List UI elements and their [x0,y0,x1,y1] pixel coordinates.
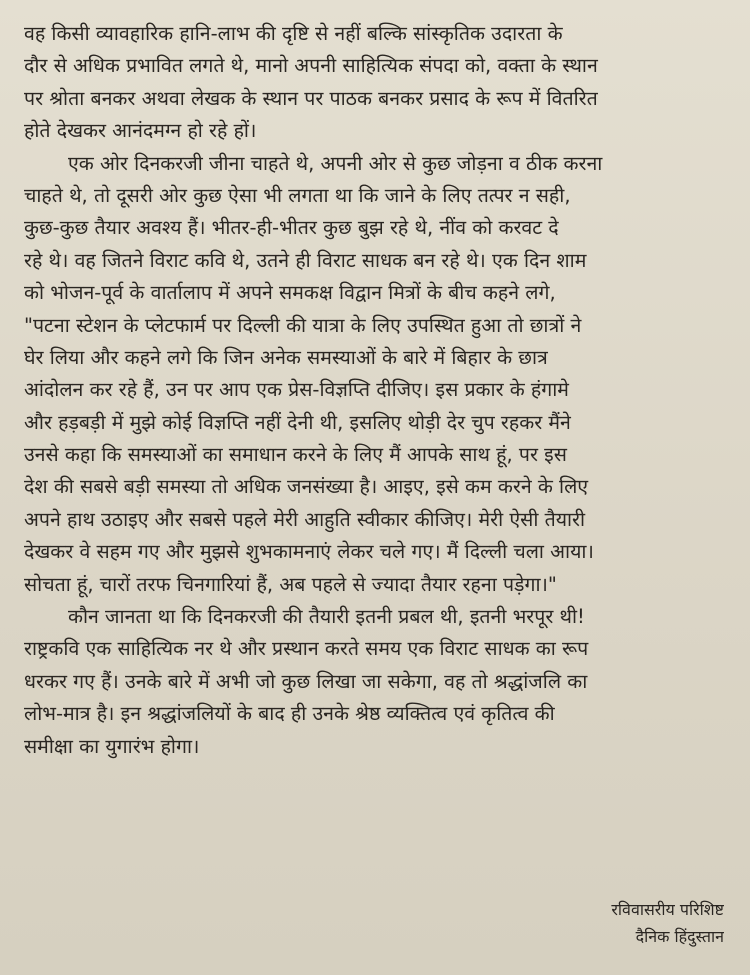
text-line: घेर लिया और कहने लगे कि जिन अनेक समस्याओं के बारे में बिहार के छात्र [24,345,548,369]
text-line: वह किसी व्यावहारिक हानि-लाभ की दृष्टि से नहीं बल्कि सांस्कृतिक उदारता के [24,22,563,45]
text-line: एक ओर दिनकरजी जीना चाहते थे, अपनी ओर से कुछ जोड़ना व ठीक करना [68,151,603,175]
source-newspaper: दैनिक हिंदुस्तान [635,927,724,946]
paragraph [24,18,740,148]
text-line: अपने हाथ उठाइए और सबसे पहले मेरी आहुति स्वीकार कीजिए। मेरी ऐसी तैयारी [24,507,586,531]
text-line: "पटना स्टेशन के प्लेटफार्म पर दिल्ली की यात्रा के लिए उपस्थित हुआ तो छात्रों ने [24,313,582,337]
text-line: होते देखकर आनंदमग्न हो रहे हों। [24,119,257,143]
text-line: आंदोलन कर रहे हैं, उन पर आप एक प्रेस-विज्ञप्ति दीजिए। इस प्रकार के हंगामे [24,378,569,402]
text-line: पर श्रोता बनकर अथवा लेखक के स्थान पर पाठक बनकर प्रसाद के रूप में वितरित [24,86,598,110]
article-body [24,18,740,763]
text-line: समीक्षा का युगारंभ होगा। [24,734,200,758]
source-supplement: रविवासरीय परिशिष्ट [611,900,724,919]
text-line: को भोजन-पूर्व के वार्तालाप में अपने समकक्ष विद्वान मित्रों के बीच कहने लगे, [24,281,556,305]
text-line: चाहते थे, तो दूसरी ओर कुछ ऐसा भी लगता था कि जाने के लिए तत्पर न सही, [24,183,571,207]
source-attribution [611,896,724,950]
text-line: दौर से अधिक प्रभावित लगते थे, मानो अपनी साहित्यिक संपदा को, वक्ता के स्थान [24,54,598,78]
text-line: राष्ट्रकवि एक साहित्यिक नर थे और प्रस्थान करते समय एक विराट साधक का रूप [24,637,589,661]
text-line: और हड़बड़ी में मुझे कोई विज्ञप्ति नहीं देनी थी, इसलिए थोड़ी देर चुप रहकर मैंने [24,410,571,434]
text-line: सोचता हूं, चारों तरफ चिनगारियां हैं, अब पहले से ज्यादा तैयार रहना पड़ेगा।" [24,572,557,596]
text-line: उनसे कहा कि समस्याओं का समाधान करने के लिए मैं आपके साथ हूं, पर इस [24,443,567,467]
text-line: देखकर वे सहम गए और मुझसे शुभकामनाएं लेकर चले गए। मैं दिल्ली चला आया। [24,540,594,564]
paragraph [24,148,740,601]
paragraph [24,601,740,763]
text-line: लोभ-मात्र है। इन श्रद्धांजलियों के बाद ही उनके श्रेष्ठ व्यक्तित्व एवं कृतित्व की [24,702,555,726]
text-line: देश की सबसे बड़ी समस्या तो अधिक जनसंख्या है। आइए, इसे कम करने के लिए [24,475,589,499]
text-line: रहे थे। वह जितने विराट कवि थे, उतने ही विराट साधक बन रहे थे। एक दिन शाम [24,248,587,272]
text-line: धरकर गए हैं। उनके बारे में अभी जो कुछ लिखा जा सकेगा, वह तो श्रद्धांजलि का [24,669,588,693]
text-line: कुछ-कुछ तैयार अवश्य हैं। भीतर-ही-भीतर कुछ बुझ रहे थे, नींव को करवट दे [24,216,559,240]
text-line: कौन जानता था कि दिनकरजी की तैयारी इतनी प्रबल थी, इतनी भरपूर थी! [68,605,585,629]
